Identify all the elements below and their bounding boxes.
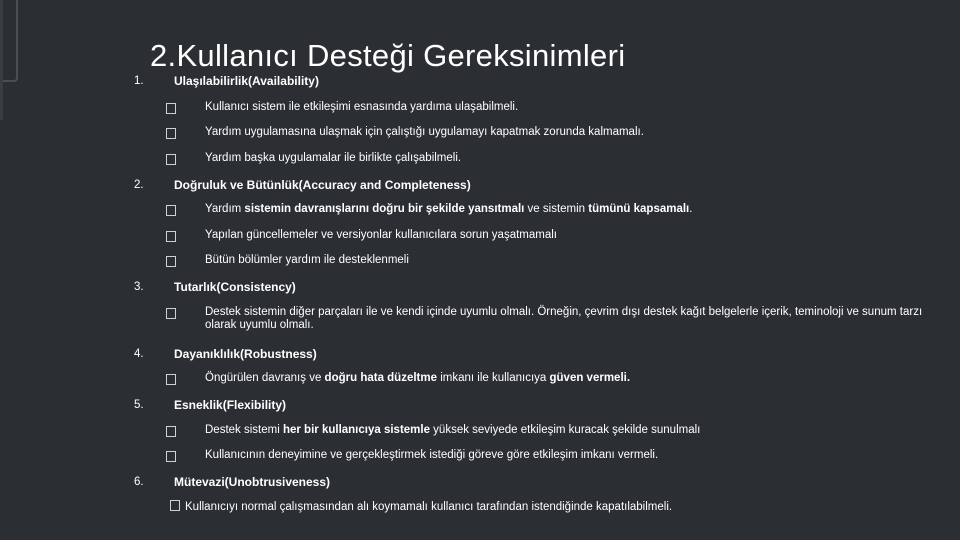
section-number-5: 5. <box>134 399 144 411</box>
section-number-4: 4. <box>134 348 144 360</box>
bullet-6-1: Kullanıcıyı normal çalışmasından alı koymamalı kullanıcı tarafından istendiğinde kapatılabilmeli. <box>170 500 672 513</box>
bullet-icon <box>166 128 176 139</box>
bullet-icon <box>166 451 176 462</box>
edge-accent <box>0 0 3 120</box>
section-number-1: 1. <box>134 75 144 87</box>
bullet-icon <box>170 500 180 511</box>
bullet-icon <box>166 374 176 385</box>
bullet-icon <box>166 231 176 242</box>
section-heading-6: Mütevazi(Unobtrusiveness) <box>174 475 331 489</box>
section-number-3: 3. <box>134 281 144 293</box>
slide-title: 2.Kullanıcı Desteği Gereksinimleri <box>150 38 626 73</box>
bullet-icon <box>166 426 176 437</box>
bullet-icon <box>166 103 176 114</box>
bullet-icon <box>166 256 176 267</box>
section-heading-3: Tutarlık(Consistency) <box>174 280 296 294</box>
section-heading-1: Ulaşılabilirlik(Availability) <box>174 74 319 88</box>
section-number-6: 6. <box>134 476 144 488</box>
bullet-icon <box>166 205 176 216</box>
section-heading-5: Esneklik(Flexibility) <box>174 398 287 412</box>
section-heading-4: Dayanıklılık(Robustness) <box>174 347 317 361</box>
section-heading-2: Doğruluk ve Bütünlük(Accuracy and Completeness) <box>174 178 471 192</box>
bullet-icon <box>166 308 176 319</box>
section-number-2: 2. <box>134 179 144 191</box>
bullet-icon <box>166 154 176 165</box>
